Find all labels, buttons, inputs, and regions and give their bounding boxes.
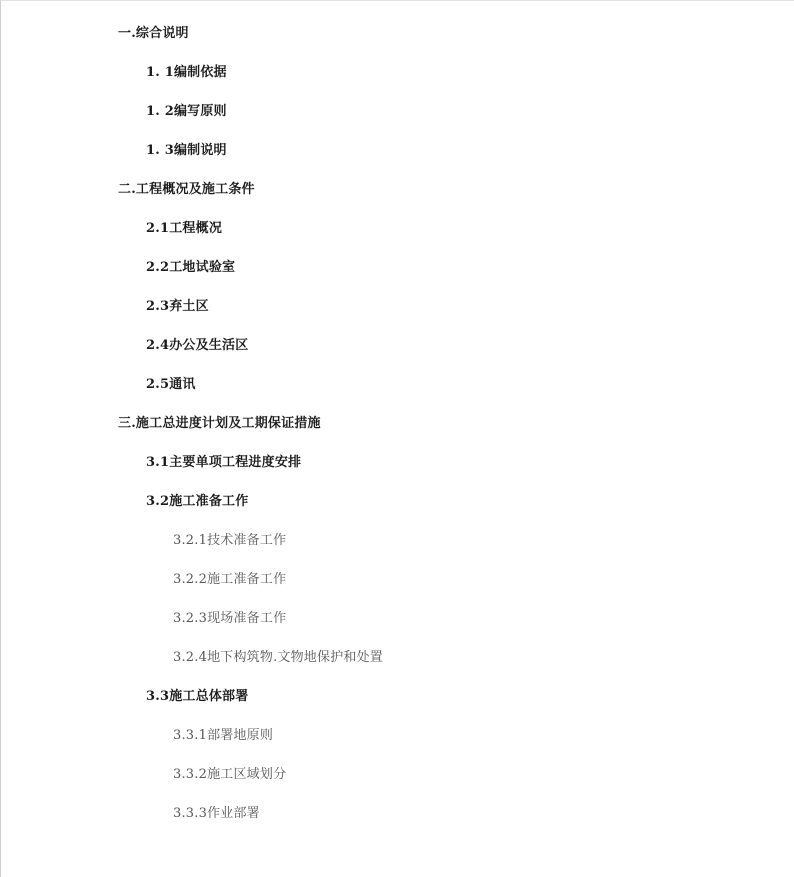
- toc-subitem-3-2-1: 3.2.1技术准备工作: [173, 533, 287, 548]
- toc-heading-1: 一.综合说明: [118, 26, 189, 41]
- toc-item-3-1: 3.1主要单项工程进度安排: [146, 455, 302, 470]
- toc-item-2-1: 2.1工程概况: [146, 221, 223, 236]
- toc-item-2-4: 2.4办公及生活区: [146, 338, 249, 353]
- toc-heading-3: 三.施工总进度计划及工期保证措施: [118, 416, 321, 431]
- toc-item-2-3: 2.3弃土区: [146, 299, 209, 314]
- toc-item-1-2: 1. 2编写原则: [146, 104, 227, 119]
- toc-item-3-3: 3.3施工总体部署: [146, 689, 249, 704]
- toc-subitem-3-2-3: 3.2.3现场准备工作: [173, 611, 287, 626]
- toc-item-3-2: 3.2施工准备工作: [146, 494, 249, 509]
- toc-item-1-1: 1. 1编制依据: [146, 65, 227, 80]
- toc-subitem-3-3-2: 3.3.2施工区域划分: [173, 767, 287, 782]
- toc-item-1-3: 1. 3编制说明: [146, 143, 227, 158]
- toc-subitem-3-3-3: 3.3.3作业部署: [173, 806, 260, 821]
- toc-subitem-3-3-1: 3.3.1部署地原则: [173, 728, 274, 743]
- toc-subitem-3-2-2: 3.2.2施工准备工作: [173, 572, 287, 587]
- toc-subitem-3-2-4: 3.2.4地下构筑物.文物地保护和处置: [173, 650, 384, 665]
- toc-item-2-5: 2.5通讯: [146, 377, 196, 392]
- toc-item-2-2: 2.2工地试验室: [146, 260, 236, 275]
- toc-heading-2: 二.工程概况及施工条件: [118, 182, 255, 197]
